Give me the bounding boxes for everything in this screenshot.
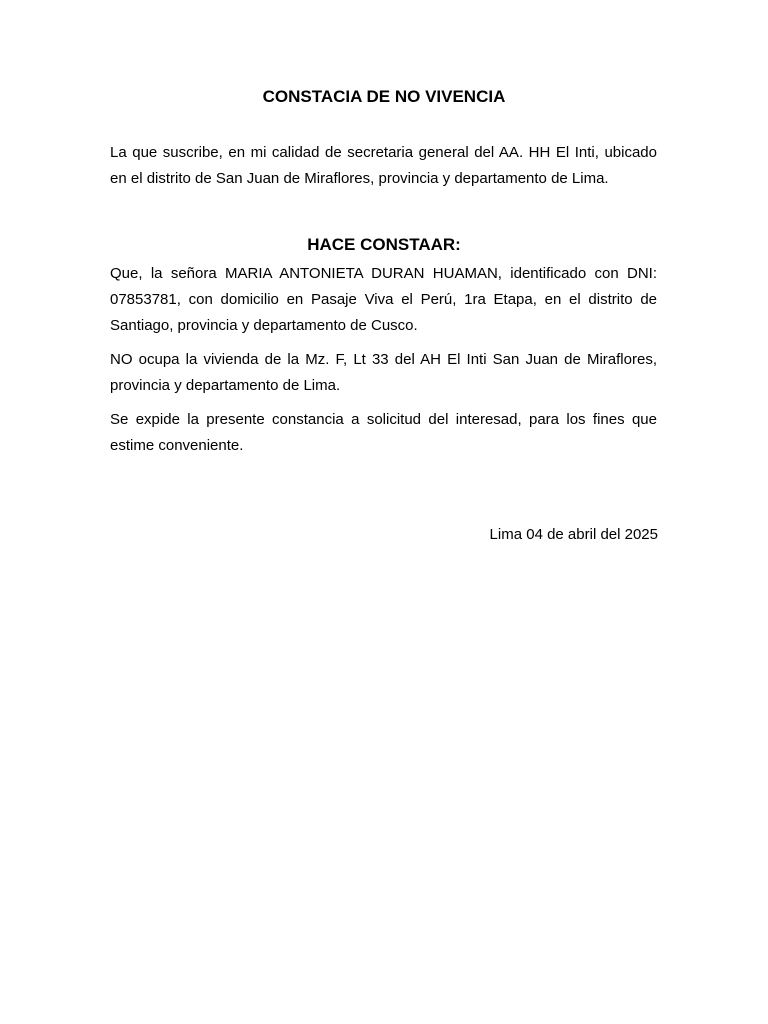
body-paragraph-residence: NO ocupa la vivienda de la Mz. F, Lt 33 del AH El Inti San Juan de Miraflores, provincia y departamento de Lima. xyxy=(110,351,657,394)
intro-paragraph: La que suscribe, en mi calidad de secretaria general del AA. HH El Inti, ubicado en el distrito de San Juan de Miraflores, provincia y departamento de Lima. xyxy=(110,144,657,187)
body-paragraph-closing: Se expide la presente constancia a solicitud del interesad, para los fines que estime conveniente. xyxy=(110,411,657,454)
date-line: Lima 04 de abril del 2025 xyxy=(489,526,658,543)
document-title: CONSTACIA DE NO VIVENCIA xyxy=(262,87,506,106)
body-paragraph-identity: Que, la señora MARIA ANTONIETA DURAN HUAMAN, identificado con DNI: 07853781, con domicilio en Pasaje Viva el Perú, 1ra Etapa, en el distrito de Santiago, provincia y departamento de Cusco. xyxy=(110,265,657,334)
section-heading: HACE CONSTAAR: xyxy=(307,235,461,254)
